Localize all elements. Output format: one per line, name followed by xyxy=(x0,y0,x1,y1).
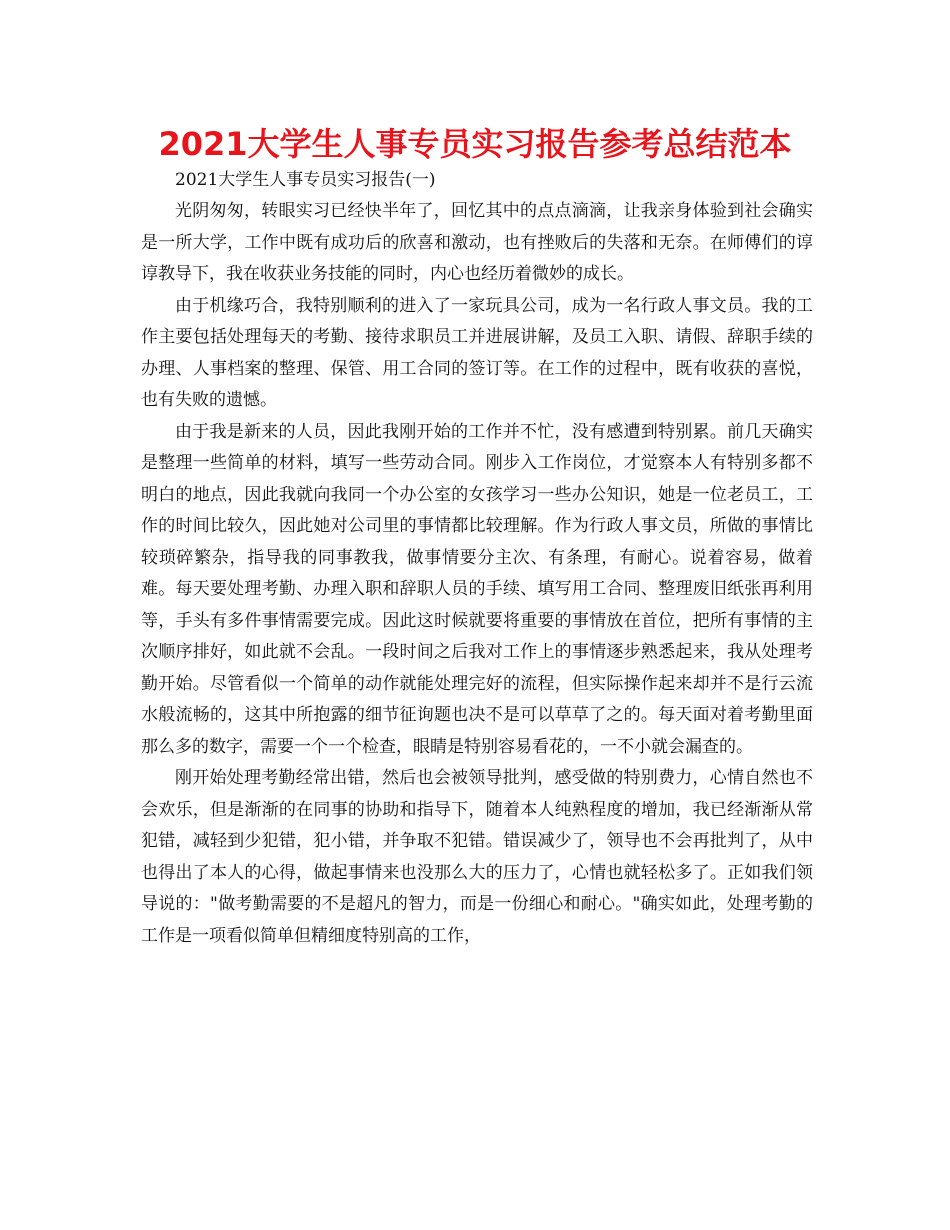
paragraph-2: 由于机缘巧合，我特别顺利的进入了一家玩具公司，成为一名行政人事文员。我的工作主要包括处理每天的考勤、接待求职员工并进展讲解，及员工入职、请假、辞职手续的办理、人事档案的整理、保管、用工合同的签订等。在工作的过程中，既有收获的喜悦，也有失败的遗憾。 xyxy=(141,295,813,410)
document-title: 2021大学生人事专员实习报告参考总结范本 xyxy=(158,125,792,163)
paragraph-3: 由于我是新来的人员，因此我刚开始的工作并不忙，没有感遭到特别累。前几天确实是整理一些简单的材料，填写一些劳动合同。刚步入工作岗位，才觉察本人有特别多都不明白的地点，因此我就向我同一个办公室的女孩学习一些办公知识，她是一位老员工，工作的时间比较久，因此她对公司里的事情都比较理解。作为行政人事文员，所做的事情比较琐碎繁杂，指导我的同事教我，做事情要分主次、有条理，有耐心。说着容易，做着难。每天要处理考勤、办理入职和辞职人员的手续、填写用工合同、整理废旧纸张再利用等，手头有多件事情需要完成。因此这时候就要将重要的事情放在首位，把所有事情的主次顺序排好，如此就不会乱。一段时间之后我对工作上的事情逐步熟悉起来，我从处理考勤开始。尽管看似一个简单的动作就能处理完好的流程，但实际操作起来却并不是行云流水般流畅的，这其中所抱露的细节征询题也决不是可以草草了之的。每天面对着考勤里面那么多的数字，需要一个一个检查，眼睛是特别容易看花的，一不小就会漏查的。 xyxy=(141,421,813,757)
report-subtitle: 2021大学生人事专员实习报告(一) xyxy=(175,170,436,190)
document-body xyxy=(141,168,813,952)
paragraph-4: 刚开始处理考勤经常出错，然后也会被领导批判，感受做的特别费力，心情自然也不会欢乐，但是渐渐的在同事的协助和指导下，随着本人纯熟程度的增加，我已经渐渐从常犯错，减轻到少犯错，犯小错，并争取不犯错。错误减少了，领导也不会再批判了，从中也得出了本人的心得，做起事情来也没那么大的压力了，心情也就轻松多了。正如我们领导说的："做考勤需要的不是超凡的智力，而是一份细心和耐心。"确实如此，处理考勤的工作是一项看似简单但精细度特别高的工作， xyxy=(141,768,813,946)
paragraph-1: 光阴匆匆，转眼实习已经快半年了，回忆其中的点点滴滴，让我亲身体验到社会确实是一所大学，工作中既有成功后的欣喜和激动，也有挫败后的失落和无奈。在师傅们的谆谆教导下，我在收获业务技能的同时，内心也经历着微妙的成长。 xyxy=(141,201,813,284)
